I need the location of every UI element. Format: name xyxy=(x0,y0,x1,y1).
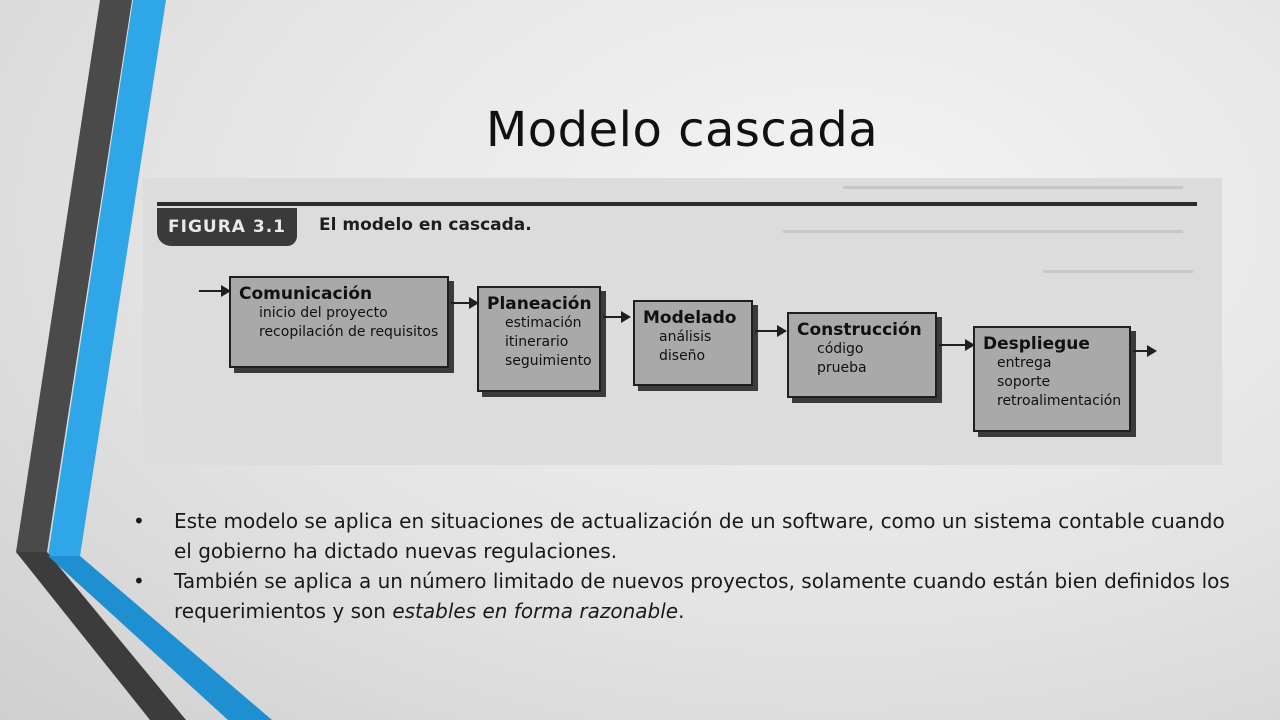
stage-item: código xyxy=(817,341,864,357)
bullet-text: También se aplica a un número limitado de nuevos proyectos, solamente cuando están bien definidos los requerimientos y son xyxy=(174,569,1230,623)
stage-construccion xyxy=(787,312,937,398)
bullet-emphasis: estables en forma razonable xyxy=(392,599,679,623)
stage-title: Despliegue xyxy=(983,334,1090,354)
stage-item: análisis xyxy=(659,329,712,345)
bullet-dot: • xyxy=(133,509,145,533)
stage-despliegue xyxy=(973,326,1131,432)
figure-caption: El modelo en cascada. xyxy=(319,215,532,235)
bullet-item xyxy=(133,506,1243,566)
flow-arrow xyxy=(755,330,785,332)
stage-planeacion xyxy=(477,286,601,392)
stage-comunicacion xyxy=(229,276,449,368)
bullet-text: Este modelo se aplica en situaciones de actualización de un software, como un sistema contable cuando el gobierno ha dictado nuevas regulaciones. xyxy=(174,509,1225,563)
stage-item: soporte xyxy=(997,374,1051,390)
stage-item: prueba xyxy=(817,360,867,376)
stage-item: entrega xyxy=(997,355,1052,371)
stage-item: diseño xyxy=(659,348,706,364)
bullet-dot: • xyxy=(133,569,145,593)
bullet-list xyxy=(133,506,1243,626)
exit-arrow xyxy=(1133,350,1155,352)
stage-title: Construcción xyxy=(797,320,922,340)
stage-modelado xyxy=(633,300,753,386)
flow-arrow xyxy=(451,302,477,304)
stage-item: retroalimentación xyxy=(997,393,1122,409)
waterfall-figure xyxy=(143,178,1222,465)
bullet-item xyxy=(133,566,1243,626)
stage-item: itinerario xyxy=(505,334,569,350)
stage-item: seguimiento xyxy=(505,353,592,369)
entry-arrow xyxy=(199,290,229,292)
stage-item: estimación xyxy=(505,315,582,331)
figure-rule xyxy=(157,202,1197,206)
figure-number-tab: FIGURA 3.1 xyxy=(157,208,297,246)
flow-arrow xyxy=(603,316,629,318)
bullet-suffix: . xyxy=(678,599,685,623)
stage-item: inicio del proyecto xyxy=(259,305,388,321)
slide-title: Modelo cascada xyxy=(485,102,879,158)
flow-arrow xyxy=(939,344,973,346)
stage-title: Comunicación xyxy=(239,284,373,304)
stage-title: Planeación xyxy=(487,294,592,314)
stage-item: recopilación de requisitos xyxy=(259,324,439,340)
stage-title: Modelado xyxy=(643,308,737,328)
